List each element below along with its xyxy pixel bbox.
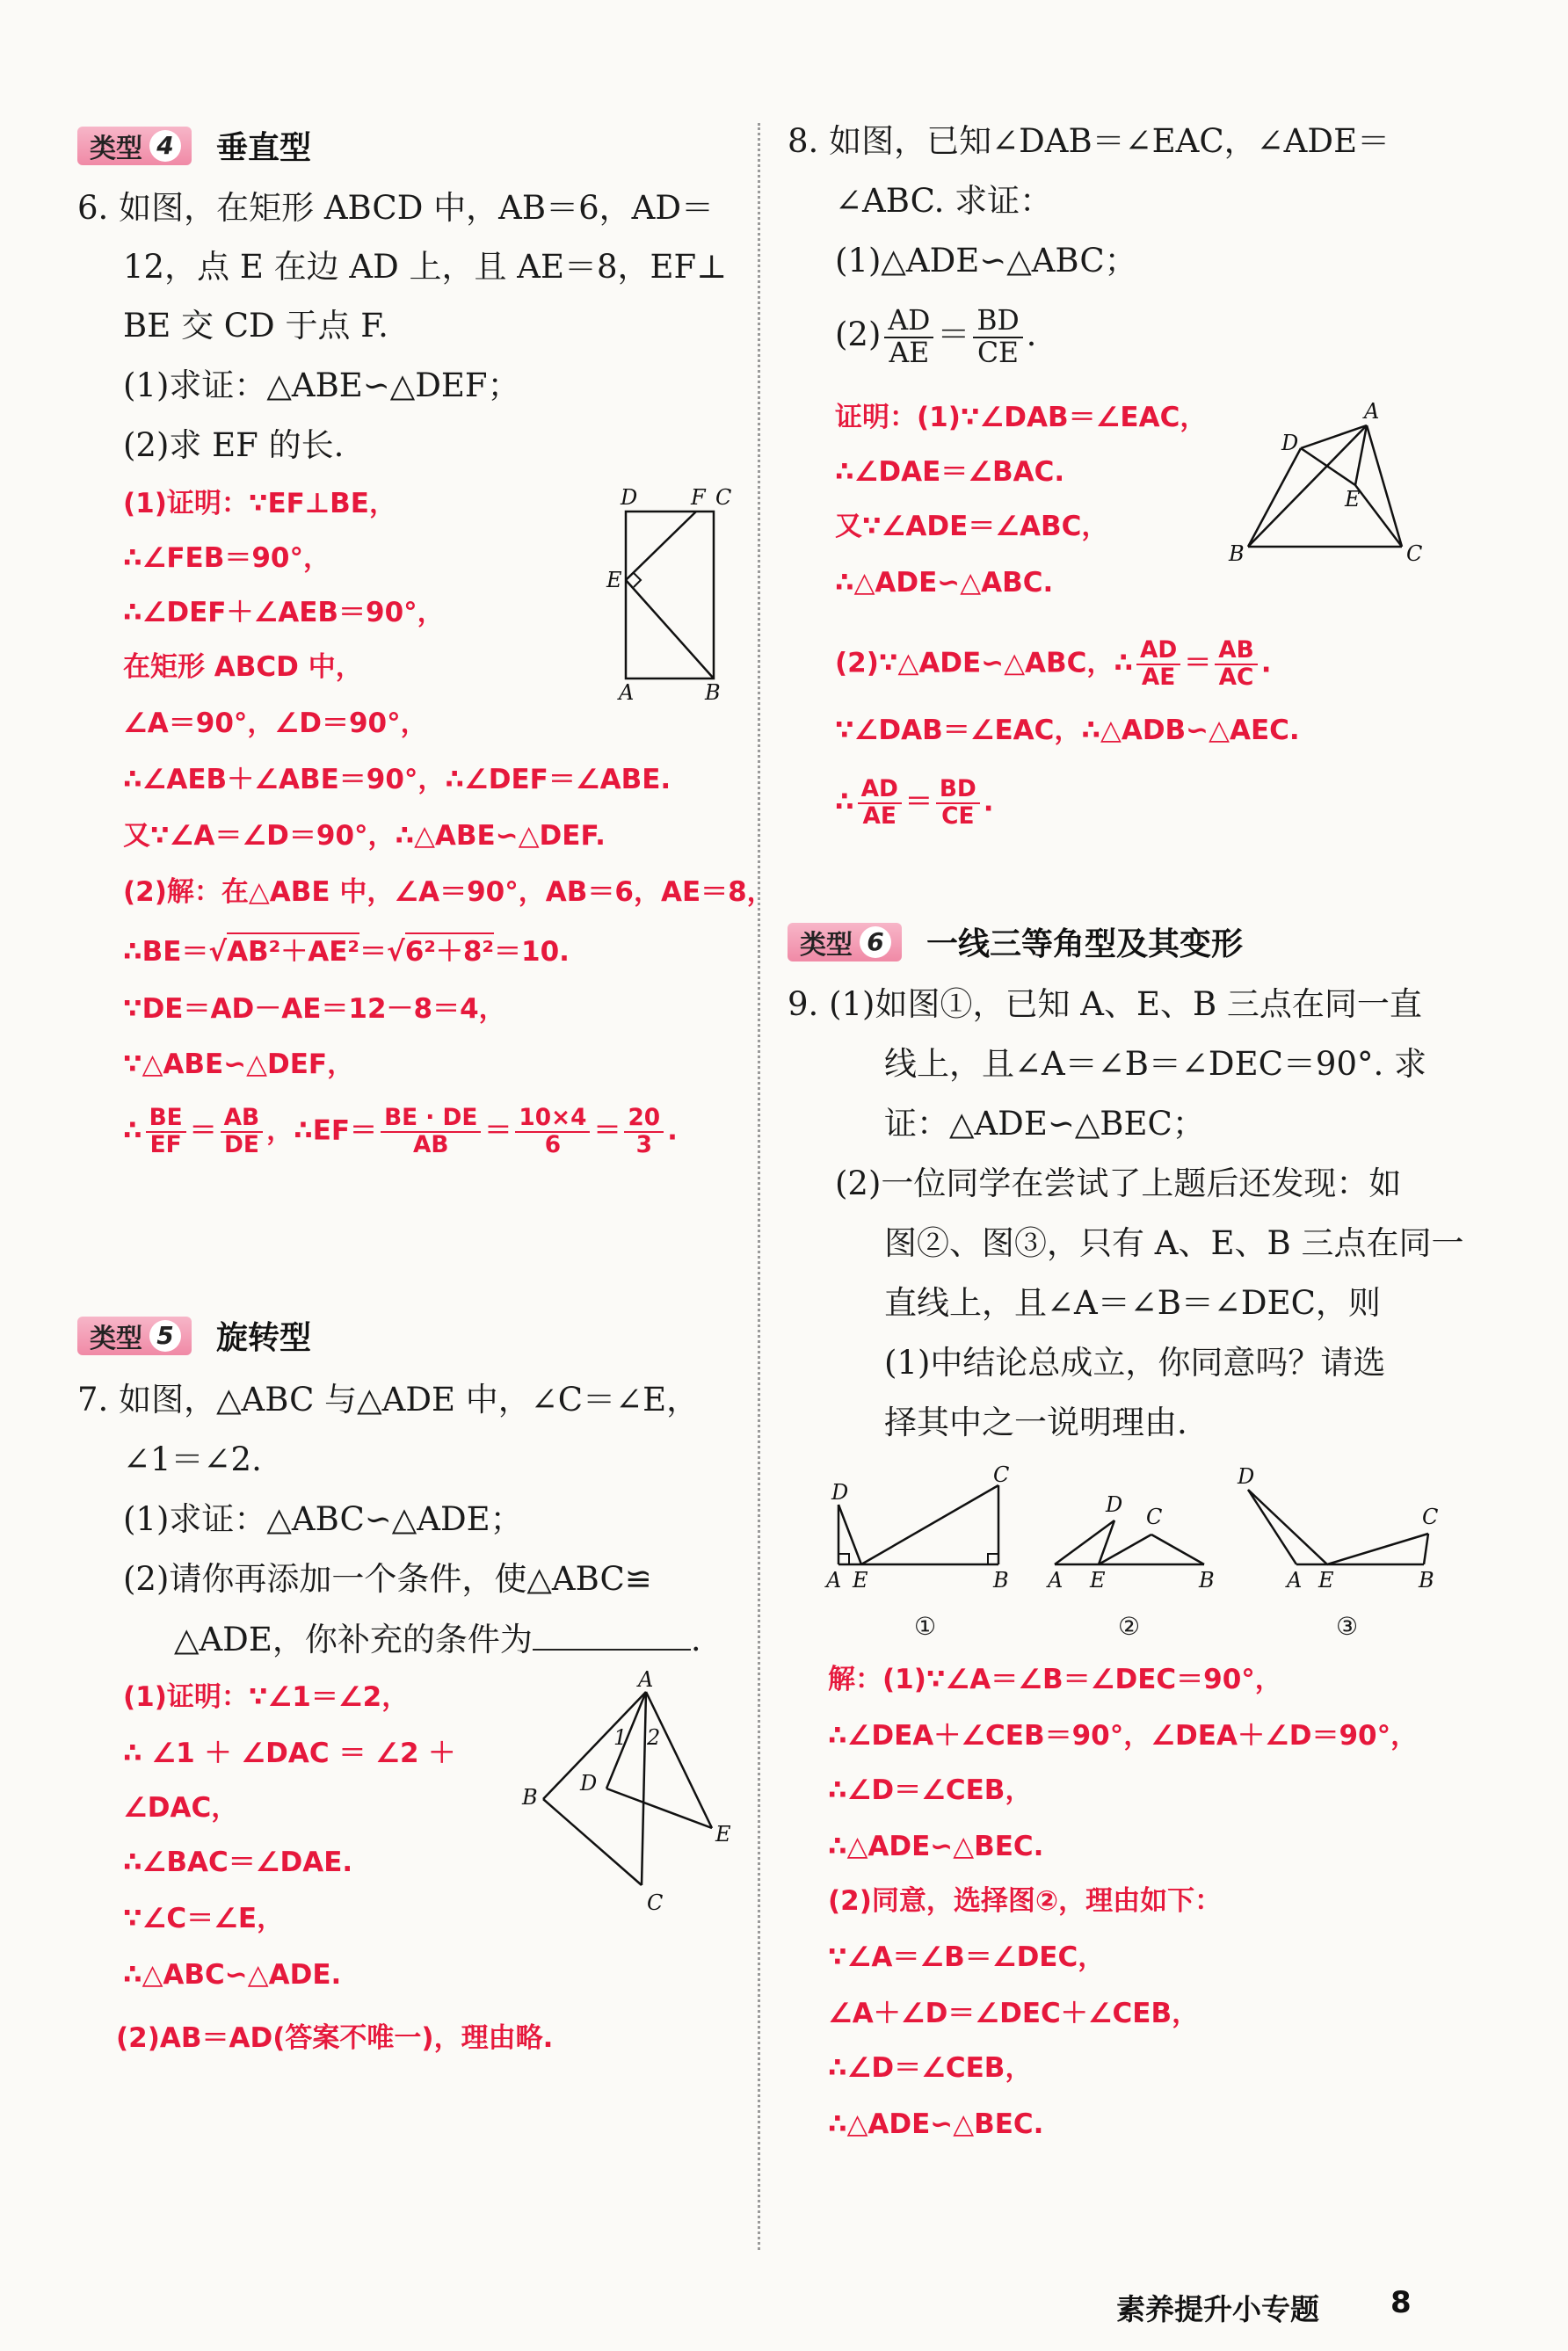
eq: ＝ — [937, 316, 970, 354]
q6-ans1: (1)证明：∵EF⊥BE， — [123, 488, 396, 519]
page-number: 8 — [1390, 2285, 1412, 2320]
a5-end: . — [1260, 647, 1272, 679]
q7-figure — [519, 1667, 747, 1920]
q6-figure — [606, 485, 747, 705]
label-d: D — [1281, 431, 1299, 455]
fraction-ab-ac — [1215, 638, 1257, 691]
q9-ans3: ∴∠D＝∠CEB， — [828, 1774, 1033, 1806]
type6-header — [788, 919, 1243, 964]
label-1: 1 — [613, 1725, 628, 1750]
num: 20 — [624, 1106, 664, 1133]
label-a: A — [619, 680, 635, 705]
num: BD — [936, 777, 980, 804]
right-angle-b — [988, 1554, 998, 1564]
q7-line3: (1)求证：△ABC∽△ADE； — [123, 1500, 523, 1538]
label-b: B — [522, 1785, 538, 1810]
ans9-pre: ∴BE＝ — [123, 936, 209, 968]
line-ec — [1355, 485, 1402, 547]
label-c: C — [1422, 1505, 1439, 1529]
eq: ＝ — [189, 1114, 217, 1147]
q9-line6: 直线上，且∠A＝∠B＝∠DEC，则 — [884, 1284, 1381, 1322]
den: CE — [976, 337, 1019, 369]
ans12-end: . — [667, 1114, 678, 1147]
q8-ans7 — [835, 777, 994, 830]
num: BE — [146, 1106, 186, 1133]
q8-line2: ∠ABC. 求证： — [835, 182, 1053, 220]
label-a: A — [1364, 399, 1380, 424]
q6-ans11: ∵△ABE∽△DEF， — [123, 1049, 355, 1080]
label-a: A — [826, 1568, 842, 1593]
q8-ans6: ∵∠DAB＝∠EAC，∴△ADB∽△AEC. — [835, 715, 1300, 746]
fraction-ab-de — [221, 1106, 263, 1158]
type4-title: 垂直型 — [216, 130, 312, 166]
figure-caption-1: ① — [914, 1612, 937, 1641]
eq: ＝ — [904, 786, 933, 818]
line-ac — [642, 1692, 646, 1885]
label-a: A — [1048, 1568, 1063, 1593]
q7-ans7: (2)AB＝AD(答案不唯一)，理由略. — [116, 2022, 554, 2054]
l4-end: . — [1026, 316, 1037, 354]
sqrt-sign: √ — [387, 936, 405, 968]
line-ec — [1099, 1535, 1151, 1564]
line-ac — [1367, 425, 1402, 547]
q7-line4: (2)请你再添加一个条件，使△ABC≌ — [123, 1560, 652, 1598]
label-c: C — [1146, 1505, 1163, 1529]
a7-pre: ∴ — [835, 786, 854, 818]
q7-ans5: ∵∠C＝∠E， — [123, 1903, 285, 1934]
q8-ans4: ∴△ADE∽△ABC. — [835, 567, 1054, 599]
label-e: E — [1345, 487, 1361, 512]
q9-line4: (2)一位同学在尝试了上题后还发现：如 — [835, 1165, 1402, 1202]
label-d: D — [831, 1480, 849, 1505]
answer-blank — [533, 1622, 691, 1651]
q7-line1: 7. 如图，△ABC 与△ADE 中，∠C＝∠E， — [77, 1381, 700, 1419]
den: 3 — [635, 1131, 652, 1158]
q6-ans7: 又∵∠A＝∠D＝90°，∴△ABE∽△DEF. — [123, 820, 606, 852]
num: BE · DE — [381, 1106, 481, 1133]
q9-ans8: ∴∠D＝∠CEB， — [828, 2052, 1033, 2084]
type5-header — [77, 1313, 311, 1358]
ans12-pre: ∴ — [123, 1114, 142, 1147]
q7-line5 — [174, 1622, 701, 1656]
q7-l5-text: △ADE，你补充的条件为 — [174, 1621, 533, 1658]
den: EF — [149, 1131, 182, 1158]
den: AE — [862, 802, 897, 830]
q9-ans9: ∴△ADE∽△BEC. — [828, 2108, 1044, 2140]
badge-number: 6 — [860, 926, 891, 958]
fraction-be-ef — [146, 1106, 186, 1158]
eq: ＝ — [1184, 647, 1212, 679]
q8-line1: 8. 如图，已知∠DAB＝∠EAC，∠ADE＝ — [788, 122, 1390, 160]
q9-figure-2 — [1046, 1485, 1222, 1600]
line-be — [626, 580, 714, 678]
label-d: D — [1238, 1464, 1255, 1489]
q6-ans6: ∴∠AEB＋∠ABE＝90°，∴∠DEF＝∠ABE. — [123, 764, 671, 795]
q9-line8: 择其中之一说明理由. — [884, 1404, 1187, 1441]
line-cb — [1424, 1534, 1428, 1564]
q9-ans7: ∠A＋∠D＝∠DEC＋∠CEB， — [828, 1998, 1200, 2029]
q7-ans6: ∴△ABC∽△ADE. — [123, 1959, 342, 1991]
label-b: B — [993, 1568, 1009, 1593]
q9-ans4: ∴△ADE∽△BEC. — [828, 1831, 1044, 1862]
num: AD — [1136, 638, 1180, 665]
line-bd — [1248, 448, 1301, 547]
q6-line3: BE 交 CD 于点 F. — [123, 307, 388, 345]
q6-ans12 — [123, 1106, 678, 1158]
label-b: B — [705, 680, 721, 705]
q6-ans5: ∠A＝90°，∠D＝90°， — [123, 707, 428, 739]
q7-l5-end: . — [690, 1621, 701, 1658]
q9-ans5: (2)同意，选择图②，理由如下： — [828, 1885, 1223, 1917]
label-f: F — [691, 485, 706, 510]
eq: ＝ — [593, 1114, 621, 1147]
type5-title: 旋转型 — [216, 1320, 312, 1356]
den: 6 — [544, 1131, 562, 1158]
label-b: B — [1199, 1568, 1215, 1593]
ans9-mid: ＝ — [359, 936, 388, 968]
line-de — [1248, 1490, 1327, 1564]
line-ef — [626, 512, 696, 580]
q8-ans1: 证明：(1)∵∠DAB＝∠EAC， — [835, 402, 1208, 433]
num: AD — [858, 777, 902, 804]
num: 10×4 — [515, 1106, 590, 1133]
label-d: D — [580, 1771, 598, 1796]
den: DE — [223, 1131, 259, 1158]
q9-ans2: ∴∠DEA＋∠CEB＝90°，∠DEA＋∠D＝90°， — [828, 1720, 1419, 1752]
label-e: E — [1090, 1568, 1106, 1593]
figure-caption-3: ③ — [1336, 1612, 1359, 1641]
badge-number: 5 — [149, 1320, 181, 1352]
label-2: 2 — [647, 1725, 661, 1750]
eq: ＝ — [484, 1114, 512, 1147]
fraction-ad-ae — [1136, 638, 1180, 691]
type4-header — [77, 123, 311, 168]
q7-line2: ∠1＝∠2. — [123, 1440, 262, 1478]
q6-line4: (1)求证：△ABE∽△DEF； — [123, 366, 520, 404]
line-ec — [861, 1485, 998, 1564]
q6-line2: 12，点 E 在边 AD 上，且 AE＝8，EF⊥ — [123, 248, 728, 286]
den: CE — [941, 802, 975, 830]
a5-pre: (2)∵△ADE∽△ABC，∴ — [835, 647, 1133, 679]
fraction-ad-ae — [858, 777, 902, 830]
label-e: E — [715, 1822, 731, 1847]
q7-ans3: ∠DAC， — [123, 1792, 239, 1824]
label-b: B — [1229, 541, 1245, 566]
q9-line7: (1)中结论总成立，你同意吗？请选 — [884, 1344, 1386, 1382]
right-angle-mark — [634, 573, 641, 587]
type6-title: 一线三等角型及其变形 — [926, 926, 1244, 962]
ans12-mid: ，∴EF＝ — [266, 1114, 378, 1147]
q7-ans4: ∴∠BAC＝∠DAE. — [123, 1847, 353, 1878]
q9-line3: 证：△ADE∽△BEC； — [884, 1105, 1205, 1143]
num: BD — [973, 306, 1022, 338]
fraction-ad-ae — [884, 306, 933, 368]
line-bc — [543, 1799, 642, 1885]
q8-ans2: ∴∠DAE＝∠BAC. — [835, 456, 1065, 488]
badge-label: 类型 — [90, 133, 142, 164]
label-c: C — [647, 1890, 664, 1915]
sqrt-2: 6²＋8² — [405, 932, 494, 968]
q9-figure-1 — [826, 1462, 1037, 1600]
q8-ans3: 又∵∠ADE＝∠ABC， — [835, 511, 1109, 542]
fraction-be-de-ab — [381, 1106, 481, 1158]
q8-line4 — [835, 306, 1036, 368]
label-c: C — [1406, 541, 1423, 566]
column-divider — [758, 123, 760, 2250]
q7-ans1: (1)证明：∵∠1＝∠2， — [123, 1681, 410, 1713]
q8-figure — [1213, 397, 1477, 573]
right-angle-a — [838, 1554, 849, 1564]
l4-pre: (2) — [835, 316, 882, 354]
q9-line1: 9. (1)如图①，已知 A、E、B 三点在同一直 — [788, 985, 1422, 1023]
label-b: B — [1419, 1568, 1434, 1593]
q6-line5: (2)求 EF 的长. — [123, 426, 345, 464]
figure-caption-2: ② — [1118, 1612, 1141, 1641]
fraction-10x4-6 — [515, 1106, 590, 1158]
type4-badge — [77, 127, 192, 165]
q6-ans10: ∵DE＝AD－AE＝12－8＝4， — [123, 993, 506, 1025]
den: AC — [1218, 664, 1254, 691]
q8-line3: (1)△ADE∽△ABC； — [835, 242, 1137, 279]
label-a: A — [1287, 1568, 1303, 1593]
a7-end: . — [983, 786, 994, 818]
q8-ans5 — [835, 638, 1272, 691]
ans9-post: ＝10. — [494, 936, 570, 968]
fraction-bd-ce — [973, 306, 1022, 368]
line-de — [1301, 448, 1355, 485]
label-d: D — [621, 485, 638, 510]
label-d: D — [1106, 1492, 1123, 1517]
footer-title: 素养提升小专题 — [1116, 2292, 1319, 2326]
q6-ans3: ∴∠DEF＋∠AEB＝90°， — [123, 597, 445, 628]
num: AD — [884, 306, 933, 338]
line-ec — [1327, 1534, 1428, 1564]
num: AB — [1215, 638, 1257, 665]
label-a: A — [638, 1667, 654, 1692]
q6-line1: 6. 如图，在矩形 ABCD 中，AB＝6，AD＝ — [77, 189, 714, 227]
q9-figure-3 — [1230, 1459, 1441, 1600]
den: AB — [412, 1131, 449, 1158]
fraction-bd-ce — [936, 777, 980, 830]
badge-label: 类型 — [90, 1323, 142, 1354]
type6-badge — [788, 923, 902, 961]
label-c: C — [715, 485, 732, 510]
label-c: C — [993, 1462, 1010, 1487]
q6-ans4: 在矩形 ABCD 中， — [123, 651, 363, 683]
q9-line5: 图②、图③，只有 A、E、B 三点在同一 — [884, 1224, 1464, 1262]
q9-ans6: ∵∠A＝∠B＝∠DEC， — [828, 1941, 1106, 1973]
fraction-20-3 — [624, 1106, 664, 1158]
label-e: E — [1318, 1568, 1334, 1593]
q6-ans2: ∴∠FEB＝90°， — [123, 542, 330, 574]
q9-line2: 线上，且∠A＝∠B＝∠DEC＝90°. 求 — [884, 1045, 1427, 1083]
label-e: E — [606, 568, 622, 592]
q9-ans1: 解：(1)∵∠A＝∠B＝∠DEC＝90°， — [828, 1664, 1282, 1695]
line-ab — [1248, 425, 1367, 547]
q7-ans2: ∴ ∠1 ＋ ∠DAC ＝ ∠2 ＋ — [123, 1738, 456, 1769]
badge-number: 4 — [149, 130, 181, 162]
den: AE — [889, 337, 930, 369]
den: AE — [1141, 664, 1176, 691]
badge-label: 类型 — [800, 929, 853, 961]
num: AB — [221, 1106, 263, 1133]
line-cb — [1151, 1535, 1204, 1564]
q6-ans8: (2)解：在△ABE 中，∠A＝90°，AB＝6，AE＝8， — [123, 876, 774, 908]
type5-badge — [77, 1317, 192, 1355]
label-e: E — [853, 1568, 868, 1593]
sqrt-1: AB²＋AE² — [227, 932, 359, 968]
sqrt-sign: √ — [208, 936, 228, 968]
q6-ans9 — [123, 936, 570, 968]
